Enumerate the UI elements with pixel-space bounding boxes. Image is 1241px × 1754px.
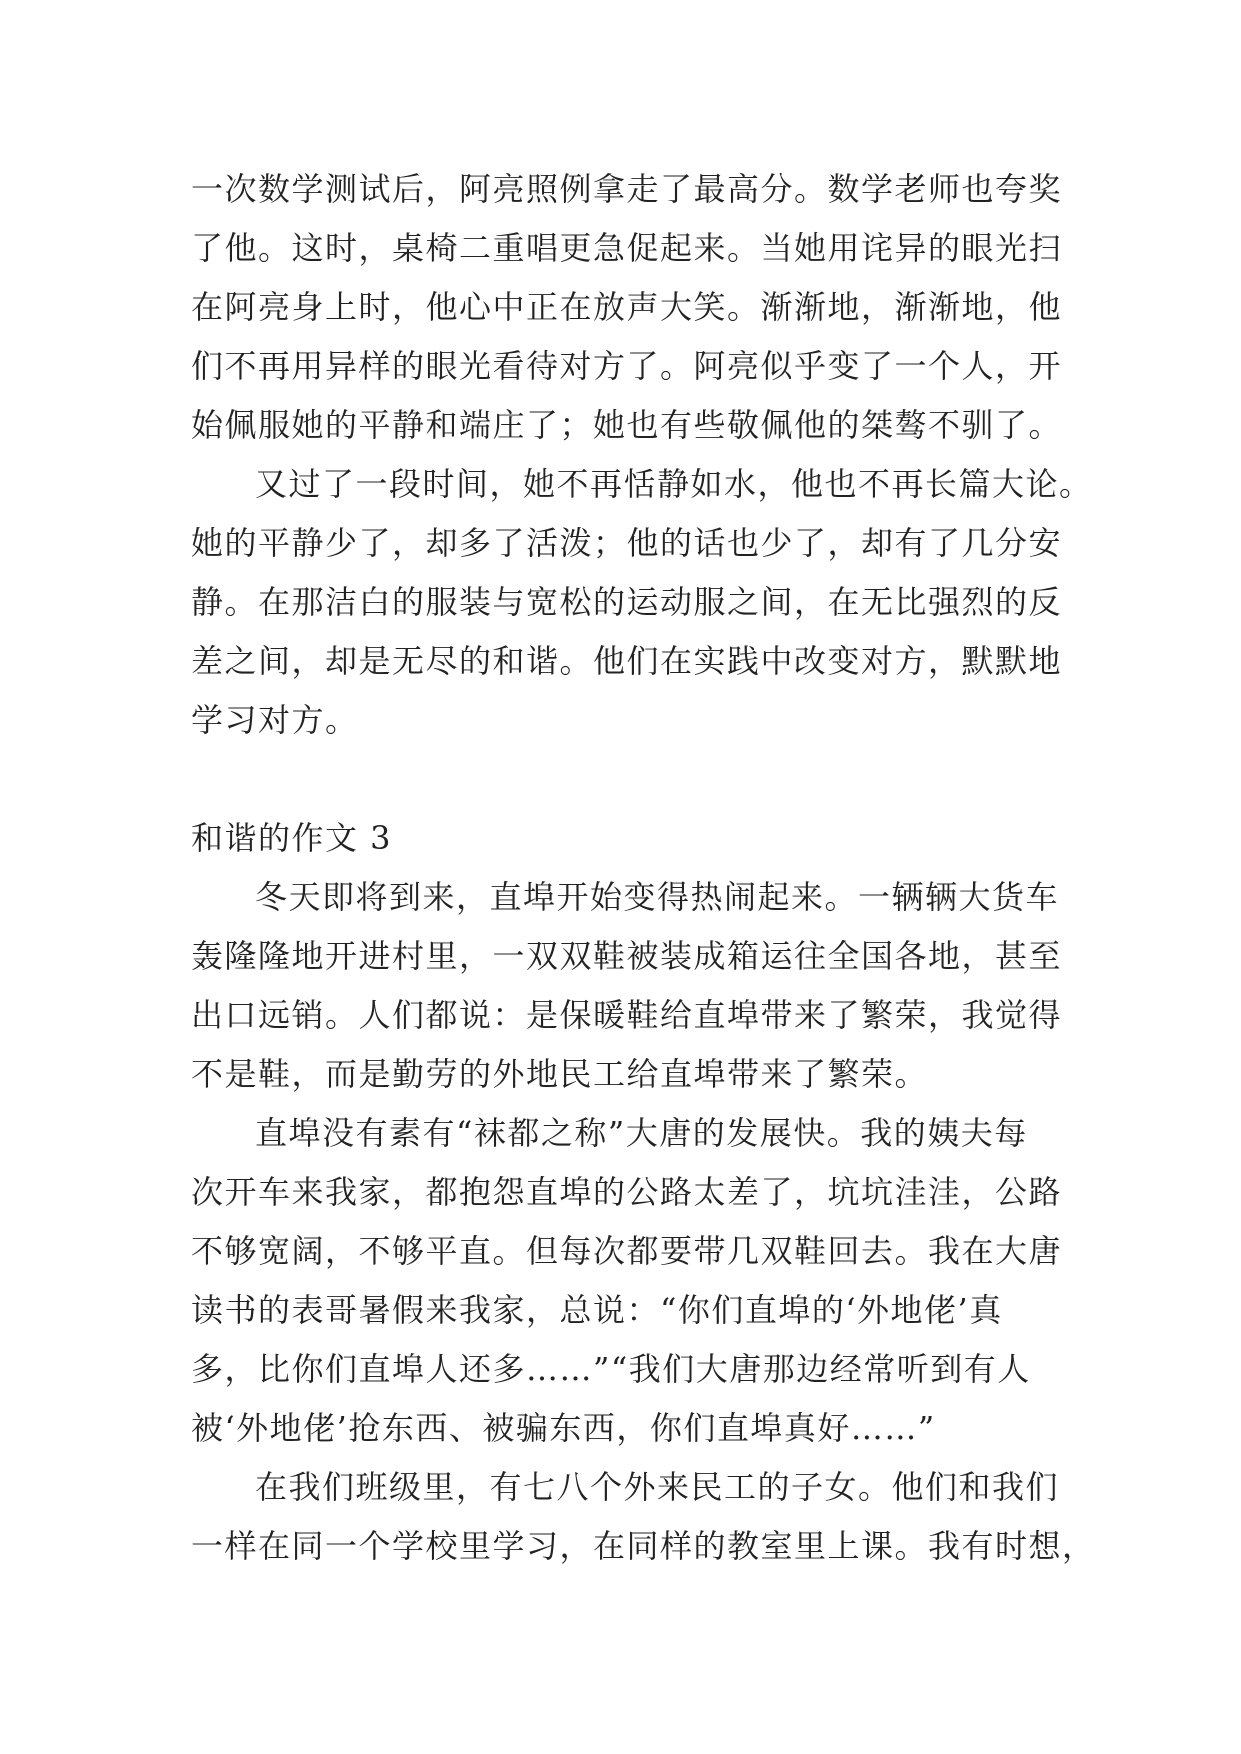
paragraph-line: 直埠没有素有“袜都之称”大唐的发展快。我的姨夫每 bbox=[255, 1114, 1028, 1152]
paragraph-line: 不是鞋，而是勤劳的外地民工给直埠带来了繁荣。 bbox=[191, 1055, 929, 1093]
paragraph-line: 被‘外地佬’抢东西、被骗东西，你们直埠真好……” bbox=[191, 1409, 936, 1447]
paragraph-line: 了他。这时，桌椅二重唱更急促起来。当她用诧异的眼光扫 bbox=[191, 229, 1063, 267]
paragraph-line: 冬天即将到来，直埠开始变得热闹起来。一辆辆大货车 bbox=[255, 878, 1060, 916]
paragraph-line: 次开车来我家，都抱怨直埠的公路太差了，坑坑洼洼，公路 bbox=[191, 1173, 1063, 1211]
paragraph-line: 轰隆隆地开进村里，一双双鞋被装成箱运往全国各地，甚至 bbox=[191, 937, 1063, 975]
paragraph-line: 学习对方。 bbox=[191, 701, 359, 739]
paragraph-line: 在阿亮身上时，他心中正在放声大笑。渐渐地，渐渐地，他 bbox=[191, 288, 1063, 326]
paragraph-line: 在我们班级里，有七八个外来民工的子女。他们和我们 bbox=[255, 1468, 1060, 1506]
section-gap bbox=[191, 750, 1071, 809]
paragraph-line: 一次数学测试后，阿亮照例拿走了最高分。数学老师也夸奖 bbox=[191, 170, 1063, 208]
paragraph-line: 静。在那洁白的服装与宽松的运动服之间，在无比强烈的反 bbox=[191, 583, 1063, 621]
paragraph-line: 始佩服她的平静和端庄了；她也有些敬佩他的桀骜不驯了。 bbox=[191, 406, 1063, 444]
paragraph-line: 一样在同一个学校里学习，在同样的教室里上课。我有时想， bbox=[191, 1527, 1096, 1565]
paragraph-line: 不够宽阔，不够平直。但每次都要带几双鞋回去。我在大唐 bbox=[191, 1232, 1063, 1270]
paragraph-line: 出口远销。人们都说：是保暖鞋给直埠带来了繁荣，我觉得 bbox=[191, 996, 1063, 1034]
paragraph-line: 又过了一段时间，她不再恬静如水，他也不再长篇大论。 bbox=[255, 465, 1093, 503]
paragraph-line: 多，比你们直埠人还多……”“我们大唐那边经常听到有人 bbox=[191, 1350, 1031, 1388]
section-heading: 和谐的作文 3 bbox=[191, 819, 393, 857]
paragraph-line: 她的平静少了，却多了活泼；他的话也少了，却有了几分安 bbox=[191, 524, 1063, 562]
paragraph-line: 差之间，却是无尽的和谐。他们在实践中改变对方，默默地 bbox=[191, 642, 1063, 680]
paragraph-line: 读书的表哥暑假来我家，总说：“你们直埠的‘外地佬’真 bbox=[191, 1291, 1003, 1329]
document-page bbox=[191, 160, 1096, 1576]
paragraph-line: 们不再用异样的眼光看待对方了。阿亮似乎变了一个人，开 bbox=[191, 347, 1063, 385]
